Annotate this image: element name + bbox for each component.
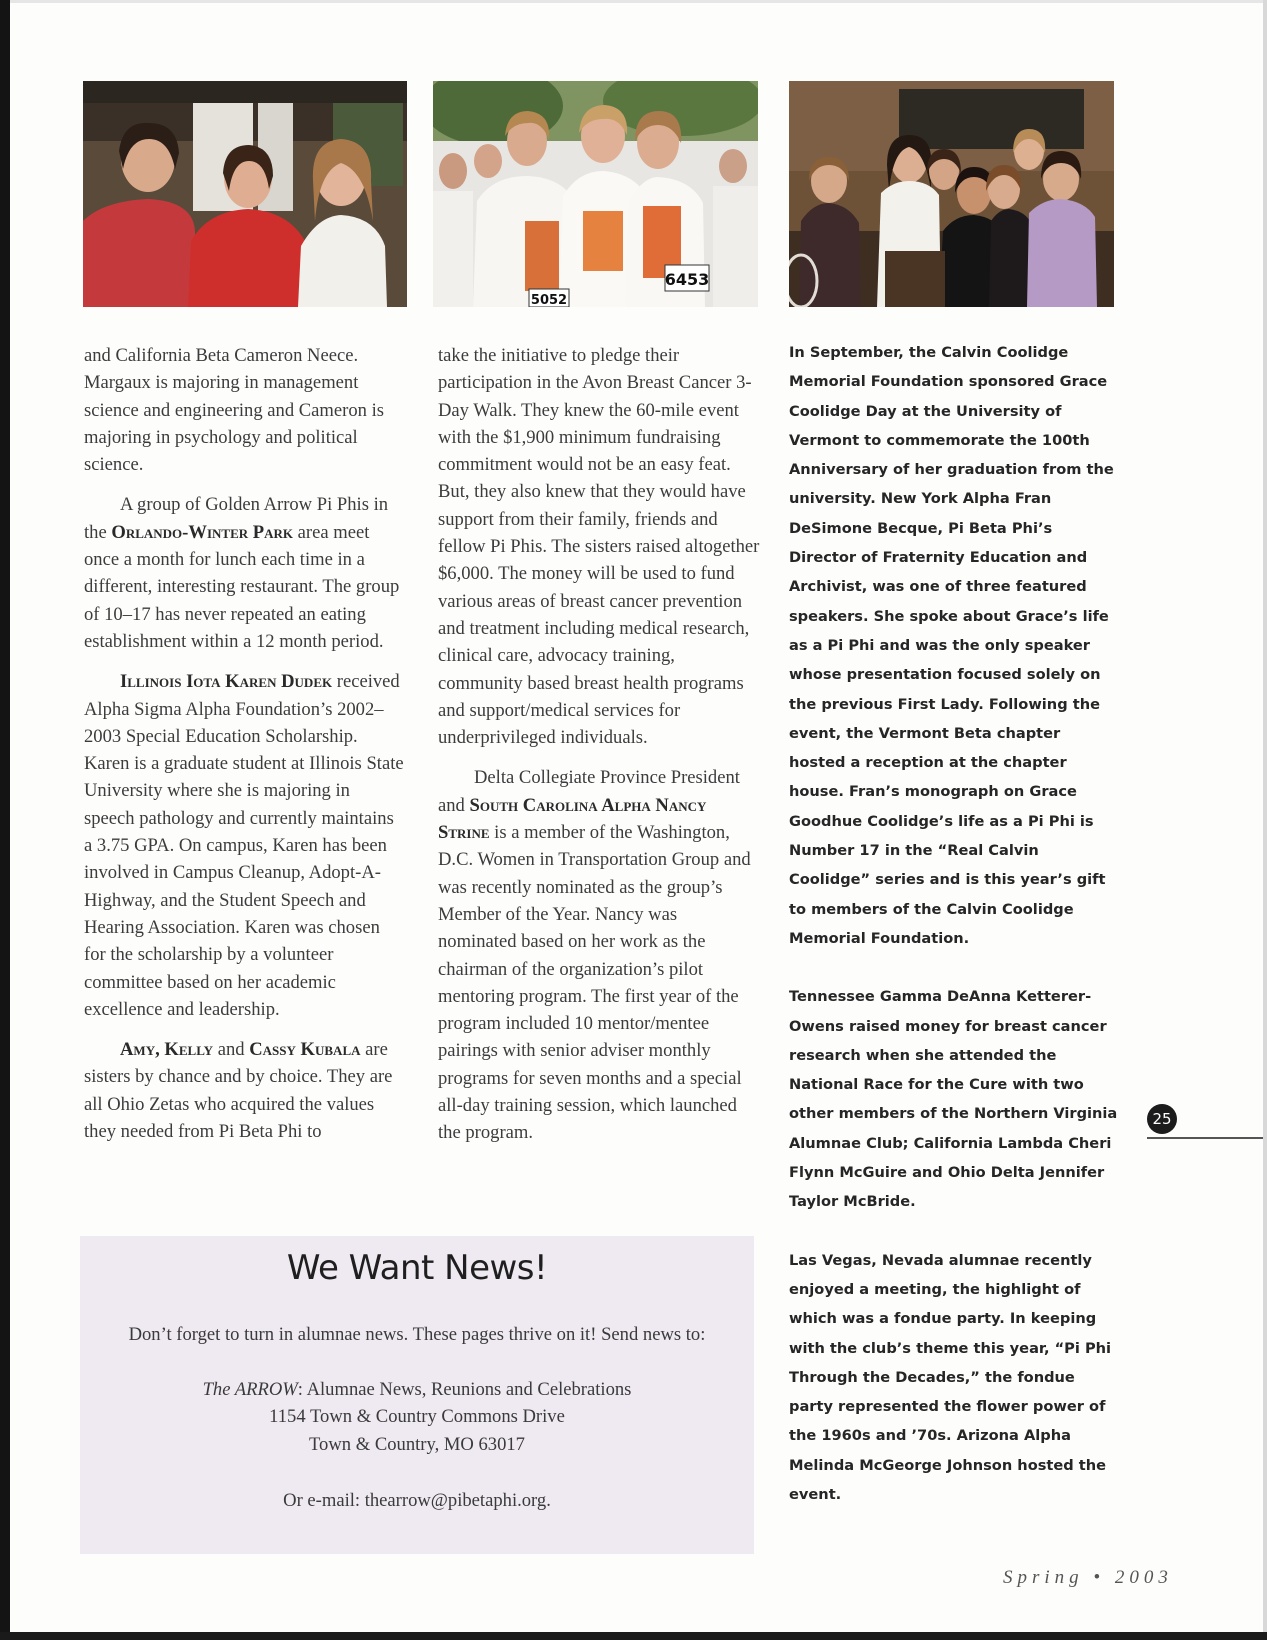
member-name: South Carolina Alpha Nancy Strine: [438, 794, 707, 844]
page-number-badge: 25: [1147, 1104, 1177, 1134]
member-name: Amy, Kelly: [120, 1039, 214, 1061]
address-line-1: [80, 1376, 754, 1403]
paragraph: In September, the Calvin Coolidge Memorial Foundation sponsored Grace Coolidge Day at the University of Vermont to commemorate the 100th Anniversary of her graduation from the university. New York Alpha Fran DeSimone Becque, Pi Beta Phi’s Director of Fraternity Education and Archivist, was one of three featured speakers. She spoke about Grace’s life as a Pi Phi and was the only speaker whose presentation focused solely on the previous First Lady. Following the event, the Vermont Beta chapter hosted a reception at the chapter house. Fran’s monograph on Grace Goodhue Coolidge’s life as a Pi Phi is Number 17 in the “Real Calvin Coolidge” series and is this year’s gift to members of the Calvin Coolidge Memorial Foundation.: [789, 344, 1114, 947]
column-middle: [438, 342, 760, 1160]
text-run: are sisters by chance and by choice. They are all Ohio Zetas who acquired the values they needed from Pi Beta Phi to: [84, 1039, 393, 1143]
scan-edge-top: [10, 0, 1263, 3]
paragraph: [438, 764, 760, 1146]
chapter-name: Orlando-Winter Park: [111, 521, 294, 543]
column-right: [789, 338, 1119, 1538]
paragraph: take the initiative to pledge their participation in the Avon Breast Cancer 3-Day Walk. They knew the 60-mile event with the $1,900 minimum fundraising commitment would not be an easy feat. But, they also knew that they would have support from their family, friends and fellow Pi Phis. The sisters raised altogether $6,000. The money will be used to fund various areas of breast cancer prevention and treatment including medical research, clinical care, advocacy training, community based breast health programs and support/medical services for underprivileged individuals.: [438, 345, 760, 749]
paragraph: Tennessee Gamma DeAnna Ketterer-Owens raised money for breast cancer research when she attended the National Race for the Cure with two other members of the Northern Virginia Alumnae Club; California Lambda Cheri Flynn McGuire and Ohio Delta Jennifer Taylor McBride.: [789, 988, 1118, 1211]
column-left: [84, 342, 404, 1158]
publication-name: The ARROW: [202, 1379, 298, 1400]
text-run: area meet once a month for lunch each time in a different, interesting restaurant. The group of 10–17 has never repeated an eating establishment within a 12 month period.: [84, 521, 400, 652]
text-run: is a member of the Washington, D.C. Women in Transportation Group and was recently nominated as the group’s Member of the Year. Nancy was nominated based on her work as the chairman of the organization’s pilot mentoring program. The first year of the program included 10 mentor/mentee pairings with senior adviser monthly programs for seven months and a special all-day training session, which launched the program.: [438, 822, 751, 1144]
mailing-address: [80, 1376, 754, 1458]
photo-three-women: [83, 81, 407, 307]
member-name: Cassy Kubala: [249, 1039, 361, 1061]
text-run: : Alumnae News, Reunions and Celebrations: [297, 1379, 632, 1400]
email-line: Or e-mail: thearrow@pibetaphi.org.: [283, 1490, 551, 1511]
news-box-title: We Want News!: [286, 1248, 548, 1288]
member-name: Illinois Iota Karen Dudek: [120, 671, 333, 693]
news-request-box: [80, 1236, 754, 1554]
text-run: Delta Collegiate Province President and: [438, 767, 740, 816]
scan-edge-left: [0, 0, 10, 1640]
text-run: received Alpha Sigma Alpha Foundation’s 2002–2003 Special Education Scholarship. Karen is a graduate student at Illinois State University where she is majoring in speech pathology and currently maintains a 3.75 GPA. On campus, Karen has been involved in Campus Cleanup, Adopt-A-Highway, and the Student Speech and Hearing Association. Karen was chosen for the scholarship by a volunteer committee based on her academic excellence and leadership.: [84, 671, 404, 1020]
scan-edge-bottom: [0, 1632, 1267, 1640]
page-number-rule: [1147, 1137, 1263, 1139]
paragraph: [84, 1036, 404, 1145]
photo-alumnae-group: [789, 81, 1114, 307]
address-line-2: 1154 Town & Country Commons Drive: [269, 1406, 565, 1428]
paragraph: [84, 668, 404, 1023]
issue-footer: Spring • 2003: [1003, 1567, 1173, 1588]
bib-number-right: 6453: [664, 270, 710, 289]
paragraph: Las Vegas, Nevada alumnae recently enjoyed a meeting, the highlight of which was a fondue party. In keeping with the club’s theme this year, “Pi Phi Through the Decades,” the fondue party represented the flower power of the 1960s and ’70s. Arizona Alpha Melinda McGeorge Johnson hosted the event.: [789, 1251, 1112, 1503]
photo-race-for-the-cure: [433, 81, 758, 307]
news-box-intro: Don’t forget to turn in alumnae news. These pages thrive on it! Send news to:: [128, 1324, 706, 1345]
bib-number-left: 5052: [530, 293, 568, 307]
paragraph: [84, 491, 404, 655]
text-run: and: [213, 1039, 250, 1061]
scan-edge-right: [1263, 0, 1267, 1640]
paragraph: and California Beta Cameron Neece. Margaux is majoring in management science and engineering and Cameron is majoring in psychology and political science.: [84, 345, 384, 476]
text-run: A group of Golden Arrow Pi Phis in the: [84, 494, 389, 543]
address-line-3: Town & Country, MO 63017: [309, 1433, 525, 1455]
